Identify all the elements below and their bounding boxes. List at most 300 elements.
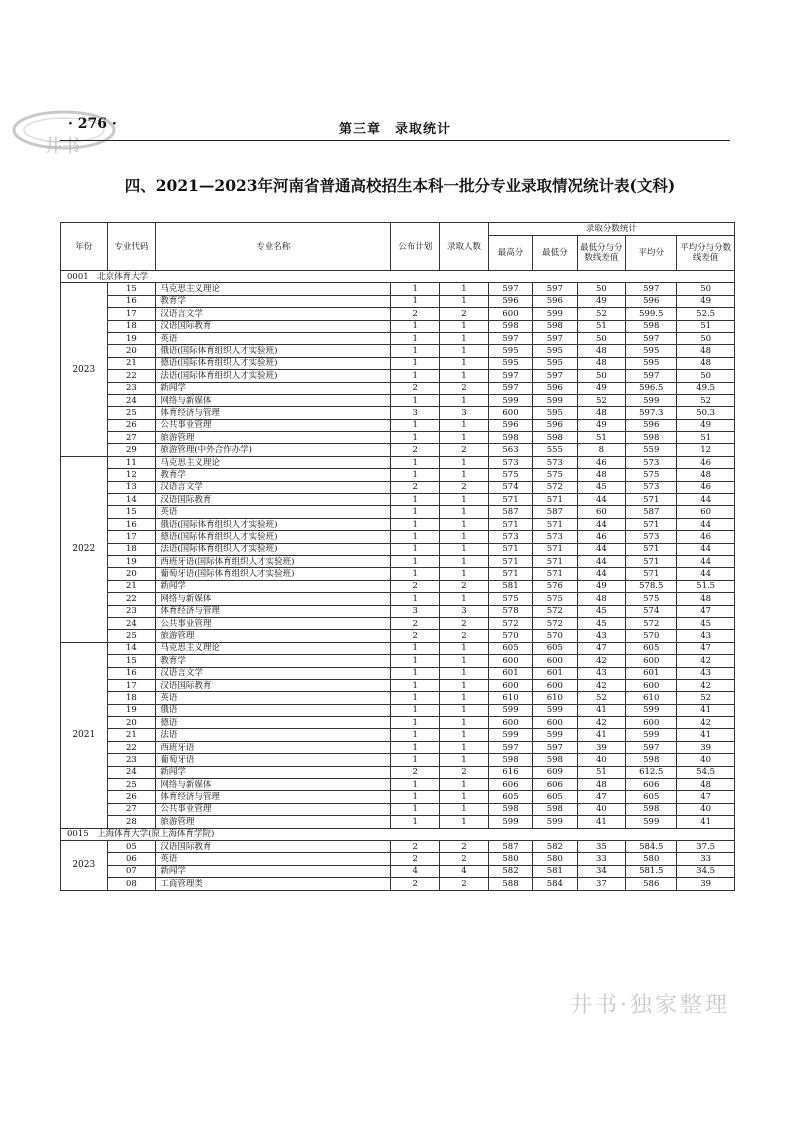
admitted-cell: 2	[440, 853, 489, 865]
plan-cell: 1	[391, 506, 440, 518]
table-row	[61, 840, 735, 852]
plan-cell: 1	[391, 667, 440, 679]
min-gap-cell: 52	[577, 308, 626, 320]
min-gap-cell: 48	[577, 345, 626, 357]
avg-cell: 580	[626, 853, 677, 865]
admitted-cell: 2	[440, 580, 489, 592]
plan-cell: 1	[391, 655, 440, 667]
major-cell: 法语	[156, 729, 391, 741]
avg-gap-cell: 51	[677, 320, 735, 332]
table-row	[61, 617, 735, 629]
min-cell: 571	[533, 555, 577, 567]
min-gap-cell: 51	[577, 766, 626, 778]
plan-cell: 1	[391, 432, 440, 444]
admitted-cell: 1	[440, 419, 489, 431]
max-cell: 600	[488, 308, 532, 320]
col-header-avg: 平均分	[626, 236, 677, 271]
major-cell: 公共事业管理	[156, 803, 391, 815]
chapter-title: 第三章 录取统计	[338, 122, 451, 137]
max-cell: 573	[488, 531, 532, 543]
major-cell: 汉语言文学	[156, 308, 391, 320]
admitted-cell: 1	[440, 506, 489, 518]
major-cell: 教育学	[156, 295, 391, 307]
table-row	[61, 456, 735, 468]
table-row	[61, 779, 735, 791]
admitted-cell: 1	[440, 370, 489, 382]
avg-gap-cell: 46	[677, 456, 735, 468]
avg-gap-cell: 54.5	[677, 766, 735, 778]
table-row	[61, 741, 735, 753]
admitted-cell: 2	[440, 840, 489, 852]
max-cell: 599	[488, 394, 532, 406]
admitted-cell: 1	[440, 729, 489, 741]
avg-cell: 612.5	[626, 766, 677, 778]
major-cell: 新闻学	[156, 580, 391, 592]
admitted-cell: 1	[440, 779, 489, 791]
admitted-cell: 1	[440, 283, 489, 295]
max-cell: 597	[488, 332, 532, 344]
min-gap-cell: 41	[577, 704, 626, 716]
table-row	[61, 295, 735, 307]
avg-cell: 578.5	[626, 580, 677, 592]
max-cell: 582	[488, 865, 532, 877]
major-cell: 法语(国际体育组织人才实验班)	[156, 543, 391, 555]
major-cell: 新闻学	[156, 766, 391, 778]
major-cell: 英语	[156, 506, 391, 518]
min-cell: 597	[533, 332, 577, 344]
code-cell: 13	[107, 481, 156, 493]
major-cell: 葡萄牙语(国际体育组织人才实验班)	[156, 568, 391, 580]
table-row	[61, 878, 735, 890]
avg-cell: 598	[626, 320, 677, 332]
avg-cell: 571	[626, 543, 677, 555]
min-gap-cell: 50	[577, 370, 626, 382]
code-cell: 22	[107, 741, 156, 753]
min-cell: 596	[533, 382, 577, 394]
min-cell: 606	[533, 779, 577, 791]
table-row	[61, 593, 735, 605]
max-cell: 597	[488, 382, 532, 394]
plan-cell: 1	[391, 295, 440, 307]
min-cell: 601	[533, 667, 577, 679]
avg-cell: 598	[626, 803, 677, 815]
year-cell: 2022	[61, 456, 108, 642]
min-gap-cell: 8	[577, 444, 626, 456]
avg-cell: 571	[626, 518, 677, 530]
admitted-cell: 3	[440, 407, 489, 419]
major-cell: 德语(国际体育组织人才实验班)	[156, 531, 391, 543]
avg-gap-cell: 48	[677, 469, 735, 481]
major-cell: 汉语国际教育	[156, 320, 391, 332]
min-cell: 595	[533, 345, 577, 357]
major-cell: 新闻学	[156, 382, 391, 394]
admitted-cell: 1	[440, 679, 489, 691]
admitted-cell: 1	[440, 531, 489, 543]
min-gap-cell: 46	[577, 456, 626, 468]
code-cell: 08	[107, 878, 156, 890]
admitted-cell: 2	[440, 878, 489, 890]
max-cell: 606	[488, 779, 532, 791]
plan-cell: 1	[391, 543, 440, 555]
avg-cell: 601	[626, 667, 677, 679]
plan-cell: 1	[391, 816, 440, 828]
max-cell: 571	[488, 543, 532, 555]
plan-cell: 1	[391, 320, 440, 332]
avg-cell: 575	[626, 469, 677, 481]
max-cell: 597	[488, 283, 532, 295]
footer-watermark: 井书·独家整理	[570, 993, 730, 1018]
col-header-year: 年份	[61, 223, 108, 271]
plan-cell: 2	[391, 617, 440, 629]
major-cell: 西班牙语	[156, 741, 391, 753]
avg-cell: 596.5	[626, 382, 677, 394]
table-body	[61, 271, 735, 891]
admitted-cell: 1	[440, 518, 489, 530]
min-gap-cell: 50	[577, 332, 626, 344]
min-cell: 571	[533, 518, 577, 530]
admitted-cell: 1	[440, 469, 489, 481]
major-cell: 汉语国际教育	[156, 679, 391, 691]
min-gap-cell: 37	[577, 878, 626, 890]
code-cell: 19	[107, 704, 156, 716]
min-cell: 576	[533, 580, 577, 592]
table-row	[61, 803, 735, 815]
plan-cell: 1	[391, 791, 440, 803]
plan-cell: 1	[391, 394, 440, 406]
min-gap-cell: 42	[577, 717, 626, 729]
major-cell: 旅游管理	[156, 816, 391, 828]
min-cell: 595	[533, 357, 577, 369]
avg-gap-cell: 43	[677, 667, 735, 679]
avg-cell: 574	[626, 605, 677, 617]
table-row	[61, 717, 735, 729]
max-cell: 575	[488, 593, 532, 605]
code-cell: 14	[107, 642, 156, 654]
major-cell: 新闻学	[156, 865, 391, 877]
max-cell: 605	[488, 642, 532, 654]
major-cell: 马克思主义理论	[156, 283, 391, 295]
plan-cell: 2	[391, 840, 440, 852]
avg-gap-cell: 50	[677, 283, 735, 295]
avg-cell: 573	[626, 456, 677, 468]
year-cell: 2023	[61, 283, 108, 456]
avg-cell: 599	[626, 394, 677, 406]
min-cell: 555	[533, 444, 577, 456]
avg-cell: 586	[626, 878, 677, 890]
major-cell: 德语(国际体育组织人才实验班)	[156, 357, 391, 369]
min-gap-cell: 49	[577, 580, 626, 592]
table-row	[61, 444, 735, 456]
table-row	[61, 642, 735, 654]
max-cell: 581	[488, 580, 532, 592]
major-cell: 汉语言文学	[156, 481, 391, 493]
major-cell: 体育经济与管理	[156, 791, 391, 803]
plan-cell: 2	[391, 308, 440, 320]
admitted-cell: 1	[440, 345, 489, 357]
min-gap-cell: 47	[577, 791, 626, 803]
avg-gap-cell: 44	[677, 494, 735, 506]
school-row	[61, 271, 735, 283]
min-gap-cell: 48	[577, 357, 626, 369]
table-row	[61, 605, 735, 617]
avg-cell: 571	[626, 555, 677, 567]
table-row	[61, 320, 735, 332]
min-cell: 598	[533, 803, 577, 815]
major-cell: 俄语	[156, 704, 391, 716]
min-gap-cell: 52	[577, 394, 626, 406]
plan-cell: 1	[391, 779, 440, 791]
avg-cell: 573	[626, 481, 677, 493]
table-row	[61, 394, 735, 406]
max-cell: 599	[488, 816, 532, 828]
avg-cell: 600	[626, 679, 677, 691]
code-cell: 16	[107, 667, 156, 679]
min-gap-cell: 51	[577, 320, 626, 332]
min-gap-cell: 52	[577, 692, 626, 704]
min-cell: 605	[533, 642, 577, 654]
max-cell: 571	[488, 568, 532, 580]
avg-gap-cell: 39	[677, 741, 735, 753]
plan-cell: 1	[391, 692, 440, 704]
max-cell: 595	[488, 357, 532, 369]
major-cell: 葡萄牙语	[156, 754, 391, 766]
code-cell: 21	[107, 729, 156, 741]
col-header-max: 最高分	[488, 236, 532, 271]
major-cell: 教育学	[156, 655, 391, 667]
min-gap-cell: 44	[577, 494, 626, 506]
avg-cell: 584.5	[626, 840, 677, 852]
major-cell: 公共事业管理	[156, 617, 391, 629]
code-cell: 14	[107, 494, 156, 506]
avg-gap-cell: 41	[677, 704, 735, 716]
major-cell: 俄语(国际体育组织人才实验班)	[156, 518, 391, 530]
admitted-cell: 4	[440, 865, 489, 877]
min-cell: 573	[533, 456, 577, 468]
table-row	[61, 704, 735, 716]
avg-gap-cell: 47	[677, 642, 735, 654]
max-cell: 575	[488, 469, 532, 481]
min-gap-cell: 49	[577, 295, 626, 307]
avg-gap-cell: 46	[677, 481, 735, 493]
min-gap-cell: 50	[577, 283, 626, 295]
table-row	[61, 332, 735, 344]
max-cell: 597	[488, 741, 532, 753]
max-cell: 573	[488, 456, 532, 468]
avg-gap-cell: 44	[677, 568, 735, 580]
avg-cell: 600	[626, 717, 677, 729]
admitted-cell: 1	[440, 568, 489, 580]
avg-gap-cell: 60	[677, 506, 735, 518]
table-row	[61, 816, 735, 828]
table-row	[61, 419, 735, 431]
avg-cell: 595	[626, 357, 677, 369]
min-gap-cell: 48	[577, 593, 626, 605]
page-header	[60, 112, 730, 141]
plan-cell: 1	[391, 568, 440, 580]
min-cell: 573	[533, 531, 577, 543]
min-gap-cell: 45	[577, 617, 626, 629]
avg-gap-cell: 50.3	[677, 407, 735, 419]
max-cell: 572	[488, 617, 532, 629]
avg-gap-cell: 40	[677, 754, 735, 766]
col-header-min: 最低分	[533, 236, 577, 271]
code-cell: 11	[107, 456, 156, 468]
admitted-cell: 2	[440, 766, 489, 778]
major-cell: 德语	[156, 717, 391, 729]
min-gap-cell: 44	[577, 555, 626, 567]
min-gap-cell: 45	[577, 605, 626, 617]
admitted-cell: 1	[440, 320, 489, 332]
plan-cell: 1	[391, 741, 440, 753]
plan-cell: 2	[391, 382, 440, 394]
min-cell: 599	[533, 816, 577, 828]
avg-gap-cell: 49.5	[677, 382, 735, 394]
code-cell: 17	[107, 531, 156, 543]
avg-cell: 559	[626, 444, 677, 456]
admitted-cell: 2	[440, 308, 489, 320]
min-cell: 598	[533, 432, 577, 444]
max-cell: 571	[488, 555, 532, 567]
admitted-cell: 1	[440, 655, 489, 667]
min-cell: 600	[533, 679, 577, 691]
max-cell: 563	[488, 444, 532, 456]
major-cell: 旅游管理(中外合作办学)	[156, 444, 391, 456]
min-cell: 596	[533, 419, 577, 431]
avg-cell: 605	[626, 791, 677, 803]
major-cell: 网络与新媒体	[156, 593, 391, 605]
code-cell: 07	[107, 865, 156, 877]
min-cell: 598	[533, 754, 577, 766]
avg-cell: 571	[626, 568, 677, 580]
avg-gap-cell: 48	[677, 357, 735, 369]
code-cell: 24	[107, 617, 156, 629]
min-gap-cell: 44	[577, 518, 626, 530]
table-row	[61, 382, 735, 394]
code-cell: 15	[107, 655, 156, 667]
avg-gap-cell: 51.5	[677, 580, 735, 592]
min-cell: 600	[533, 717, 577, 729]
major-cell: 马克思主义理论	[156, 456, 391, 468]
avg-cell: 600	[626, 655, 677, 667]
major-cell: 网络与新媒体	[156, 779, 391, 791]
code-cell: 22	[107, 593, 156, 605]
table-row	[61, 543, 735, 555]
min-gap-cell: 43	[577, 667, 626, 679]
admitted-cell: 1	[440, 642, 489, 654]
admitted-cell: 1	[440, 295, 489, 307]
plan-cell: 1	[391, 754, 440, 766]
plan-cell: 1	[391, 704, 440, 716]
code-cell: 17	[107, 679, 156, 691]
major-cell: 俄语(国际体育组织人才实验班)	[156, 345, 391, 357]
major-cell: 法语(国际体育组织人才实验班)	[156, 370, 391, 382]
min-cell: 572	[533, 605, 577, 617]
min-cell: 570	[533, 630, 577, 642]
table-row	[61, 481, 735, 493]
plan-cell: 4	[391, 865, 440, 877]
avg-gap-cell: 33	[677, 853, 735, 865]
table-row	[61, 370, 735, 382]
table-row	[61, 791, 735, 803]
plan-cell: 1	[391, 593, 440, 605]
avg-gap-cell: 12	[677, 444, 735, 456]
code-cell: 18	[107, 320, 156, 332]
avg-gap-cell: 46	[677, 531, 735, 543]
avg-gap-cell: 42	[677, 679, 735, 691]
min-gap-cell: 40	[577, 803, 626, 815]
min-gap-cell: 41	[577, 729, 626, 741]
school-row	[61, 828, 735, 840]
max-cell: 598	[488, 432, 532, 444]
code-cell: 29	[107, 444, 156, 456]
admitted-cell: 1	[440, 394, 489, 406]
major-cell: 旅游管理	[156, 432, 391, 444]
admitted-cell: 1	[440, 803, 489, 815]
admitted-cell: 1	[440, 741, 489, 753]
code-cell: 27	[107, 803, 156, 815]
table-row	[61, 518, 735, 530]
avg-gap-cell: 44	[677, 555, 735, 567]
max-cell: 580	[488, 853, 532, 865]
code-cell: 26	[107, 419, 156, 431]
plan-cell: 1	[391, 456, 440, 468]
plan-cell: 2	[391, 580, 440, 592]
plan-cell: 2	[391, 766, 440, 778]
max-cell: 610	[488, 692, 532, 704]
col-header-avg-gap: 平均分与分数线差值	[677, 236, 735, 271]
min-cell: 597	[533, 283, 577, 295]
max-cell: 605	[488, 791, 532, 803]
min-gap-cell: 46	[577, 531, 626, 543]
table-row	[61, 357, 735, 369]
table-row	[61, 865, 735, 877]
avg-cell: 598	[626, 754, 677, 766]
max-cell: 598	[488, 803, 532, 815]
table-row	[61, 407, 735, 419]
avg-cell: 606	[626, 779, 677, 791]
min-gap-cell: 40	[577, 754, 626, 766]
min-cell: 600	[533, 655, 577, 667]
min-cell: 599	[533, 729, 577, 741]
avg-cell: 596	[626, 295, 677, 307]
code-cell: 18	[107, 692, 156, 704]
code-cell: 20	[107, 345, 156, 357]
plan-cell: 1	[391, 679, 440, 691]
code-cell: 18	[107, 543, 156, 555]
plan-cell: 1	[391, 283, 440, 295]
max-cell: 596	[488, 295, 532, 307]
admitted-cell: 1	[440, 816, 489, 828]
table-row	[61, 630, 735, 642]
avg-gap-cell: 49	[677, 295, 735, 307]
avg-cell: 597	[626, 332, 677, 344]
code-cell: 21	[107, 357, 156, 369]
code-cell: 24	[107, 766, 156, 778]
min-cell: 610	[533, 692, 577, 704]
avg-gap-cell: 52	[677, 394, 735, 406]
code-cell: 25	[107, 779, 156, 791]
admitted-cell: 2	[440, 617, 489, 629]
plan-cell: 1	[391, 345, 440, 357]
max-cell: 600	[488, 407, 532, 419]
table-row	[61, 580, 735, 592]
admitted-cell: 1	[440, 456, 489, 468]
code-cell: 15	[107, 506, 156, 518]
min-gap-cell: 60	[577, 506, 626, 518]
avg-cell: 598	[626, 432, 677, 444]
avg-gap-cell: 42	[677, 655, 735, 667]
table-row	[61, 308, 735, 320]
